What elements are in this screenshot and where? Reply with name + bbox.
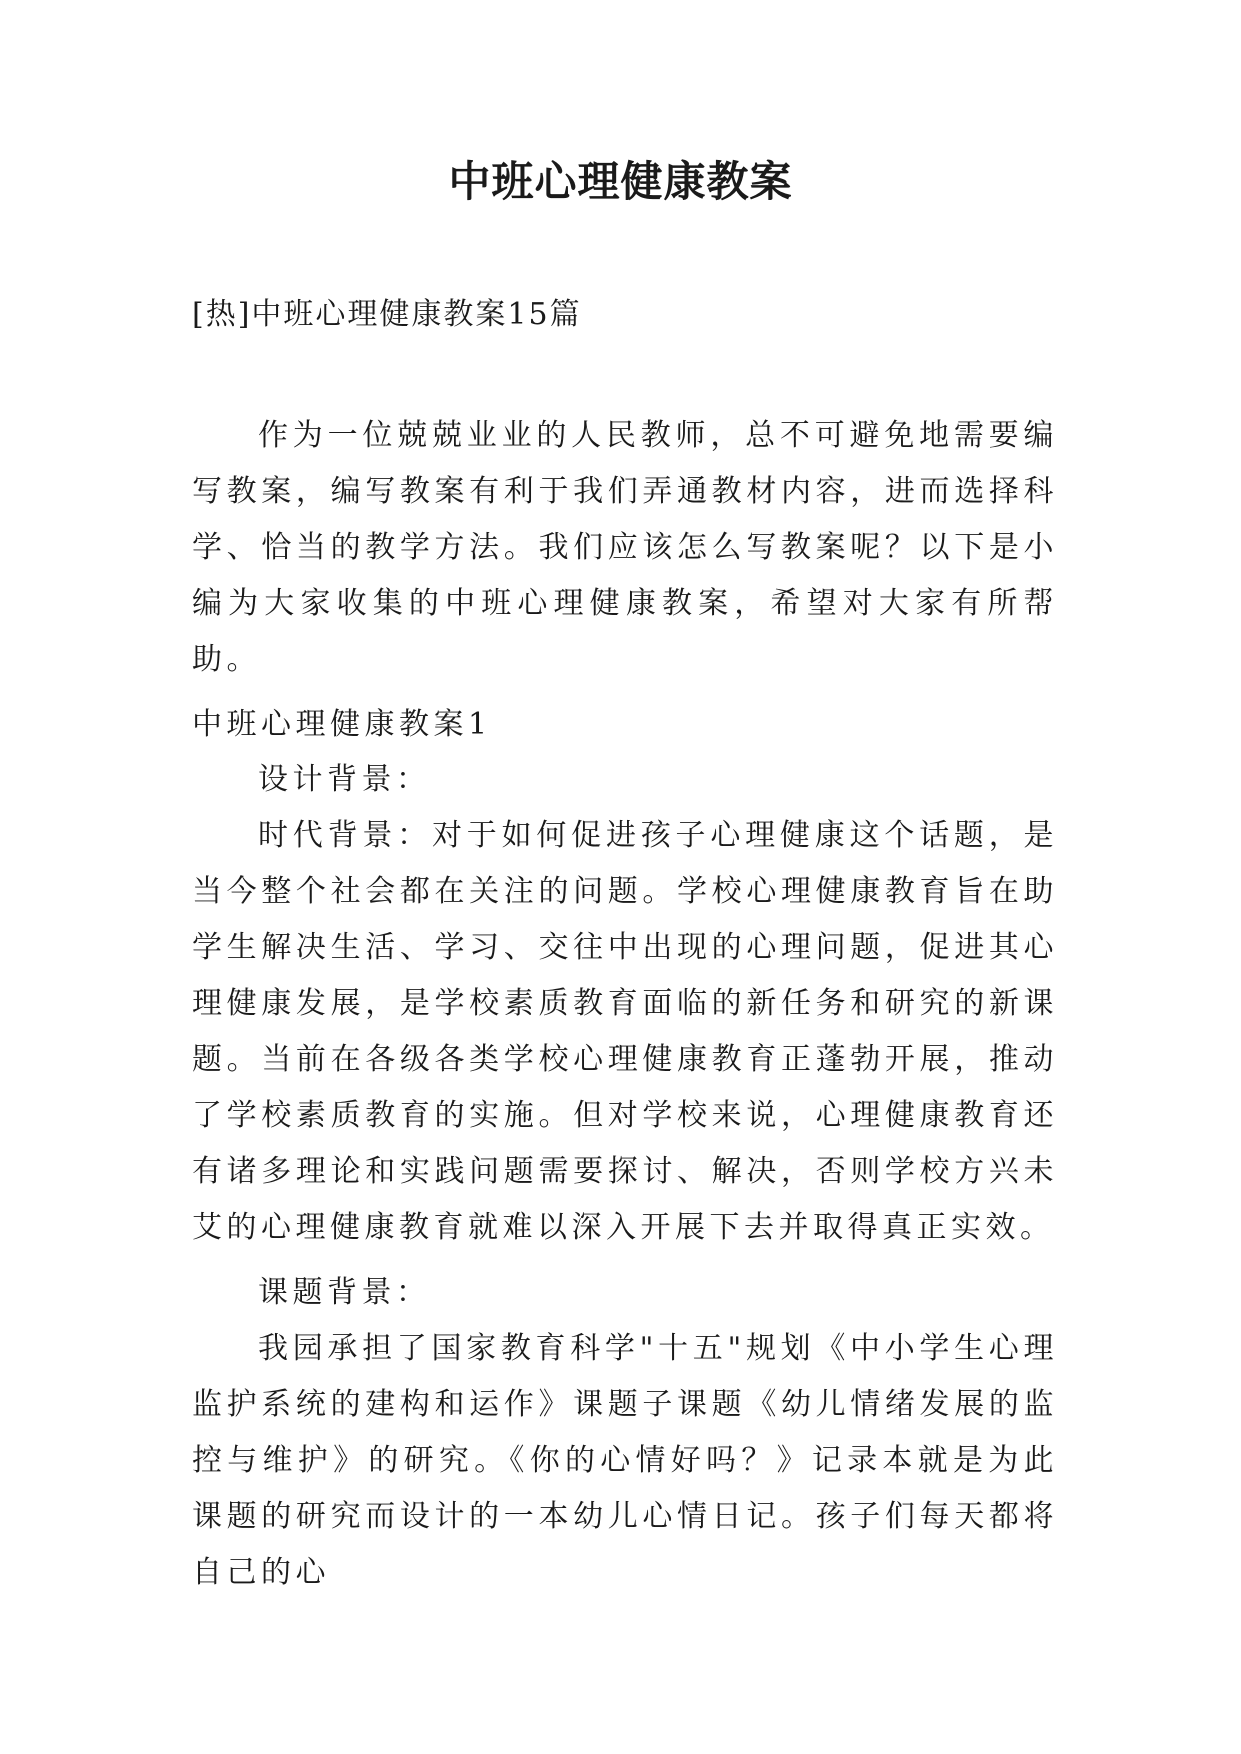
topic-background-label: 课题背景： [258,1275,431,1310]
document-title: 中班心理健康教案 [448,157,793,206]
design-background-label: 设计背景： [258,762,431,797]
section-heading: 中班心理健康教案1 [192,707,492,742]
intro-paragraph: 作为一位兢兢业业的人民教师，总不可避免地需要编写教案，编写教案有利于我们弄通教材内容，进而选择科学、恰当的教学方法。我们应该怎么写教案呢？以下是小编为大家收集的中班心理健康教案，希望对大家有所帮助。 [192,418,1058,677]
era-background-paragraph: 时代背景：对于如何促进孩子心理健康这个话题，是当今整个社会都在关注的问题。学校心理健康教育旨在助学生解决生活、学习、交往中出现的心理问题，促进其心理健康发展，是学校素质教育面临的新任务和研究的新课题。当前在各级各类学校心理健康教育正蓬勃开展，推动了学校素质教育的实施。但对学校来说，心理健康教育还有诸多理论和实践问题需要探讨、解决，否则学校方兴未艾的心理健康教育就难以深入开展下去并取得真正实效。 [192,818,1058,1245]
document-subtitle: [热]中班心理健康教案15篇 [192,297,582,332]
topic-background-paragraph: 我园承担了国家教育科学"十五"规划《中小学生心理监护系统的建构和运作》课题子课题《幼儿情绪发展的监控与维护》的研究。《你的心情好吗？》记录本就是为此课题的研究而设计的一本幼儿心情日记。孩子们每天都将自己的心 [192,1331,1058,1590]
